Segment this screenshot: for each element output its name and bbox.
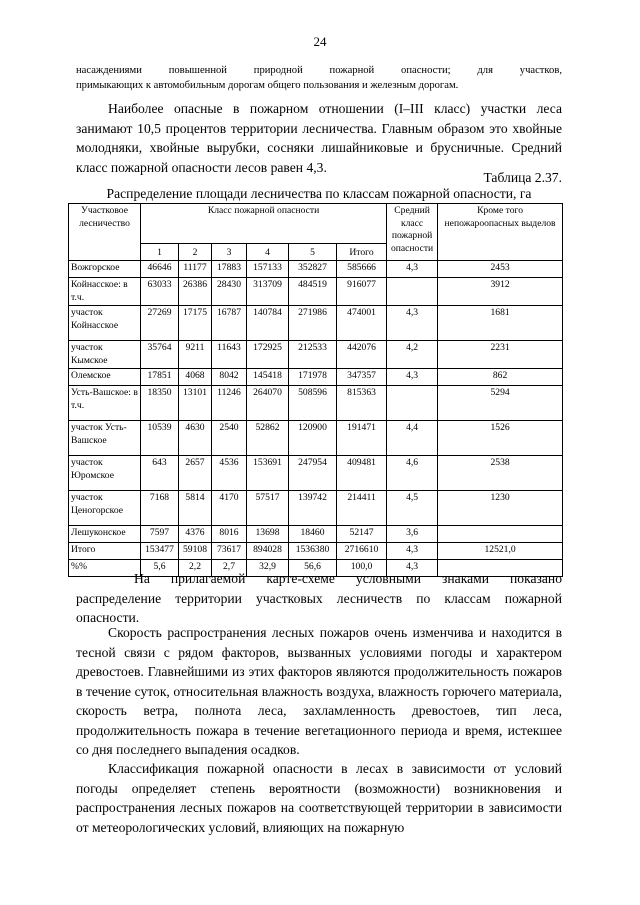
cell-c3: 73617 xyxy=(212,543,247,560)
cell-c5: 56,6 xyxy=(289,560,337,577)
table-row xyxy=(69,261,563,278)
cell-c1: 643 xyxy=(141,456,179,491)
cell-c4: 145418 xyxy=(247,369,289,386)
cell-total: 585666 xyxy=(337,261,387,278)
paragraph-4-text: Классификация пожарной опасности в лесах в зависимости от условий погоды определяет степень вероятности (возможности) возникновения и распространения лесных пожаров на соответствующей территории в зависимости от метеорологических условий, влияющих на пожарную xyxy=(76,761,562,835)
intro-text-line-2: примыкающих к автомобильным дорогам общего пользования и железным дорогам. xyxy=(76,80,459,91)
cell-c3: 11246 xyxy=(212,386,247,421)
table-row xyxy=(69,386,563,421)
cell-c3: 17883 xyxy=(212,261,247,278)
cell-extra: 3912 xyxy=(438,278,563,306)
paragraph-1-text: Наиболее опасные в пожарном отношении (I–III класс) участки леса занимают 10,5 процентов территории лесничества. Главным образом это хвойные молодняки, хвойные вырубки, сосняки лишайниковые и брусничные. Средний класс пожарной опасности лесов равен 4,3. xyxy=(76,101,562,175)
paragraph-3-text: Скорость распространения лесных пожаров очень изменчива и находится в тесной связи с рядом факторов, вызванных условиями погоды и характером древостоев. Главнейшими из этих факторов являются продолжительность пожаров в течение суток, относительная влажность воздуха, влажность горючего материала, скорость ветра, полнота леса, захламленность древостоев, тип леса, продолжительность пожара в течение вегетационного периода и время, истекшее со дня последнего выпадения осадков. xyxy=(76,625,562,757)
header-extra: Кроме того непожароопасных выделов xyxy=(438,204,563,261)
cell-c2: 2657 xyxy=(179,456,212,491)
cell-name: Итого xyxy=(69,543,141,560)
cell-c3: 8016 xyxy=(212,526,247,543)
cell-c5: 484519 xyxy=(289,278,337,306)
cell-c2: 11177 xyxy=(179,261,212,278)
cell-c5: 120900 xyxy=(289,421,337,456)
cell-c2: 5814 xyxy=(179,491,212,526)
paragraph-map xyxy=(76,569,562,628)
cell-total: 191471 xyxy=(337,421,387,456)
cell-avg: 4,6 xyxy=(387,456,438,491)
cell-c1: 17851 xyxy=(141,369,179,386)
cell-extra: 5294 xyxy=(438,386,563,421)
table-title: Распределение площади лесничества по классам пожарной опасности, га xyxy=(106,186,532,201)
cell-c4: 57517 xyxy=(247,491,289,526)
cell-c4: 172925 xyxy=(247,341,289,369)
cell-name: участок Койнасское xyxy=(69,306,141,341)
cell-name: Олемское xyxy=(69,369,141,386)
subheader-5: 5 xyxy=(289,244,337,261)
table-caption: Таблица 2.37. xyxy=(483,170,562,185)
cell-total: 409481 xyxy=(337,456,387,491)
cell-name: %% xyxy=(69,560,141,577)
cell-avg: 4,4 xyxy=(387,421,438,456)
paragraph-fire-speed xyxy=(76,623,562,760)
cell-avg: 3,6 xyxy=(387,526,438,543)
cell-extra: 862 xyxy=(438,369,563,386)
cell-c5: 171978 xyxy=(289,369,337,386)
cell-c2: 2,2 xyxy=(179,560,212,577)
cell-extra: 2231 xyxy=(438,341,563,369)
subheader-2: 2 xyxy=(179,244,212,261)
cell-c1: 18350 xyxy=(141,386,179,421)
table-row xyxy=(69,341,563,369)
cell-c4: 157133 xyxy=(247,261,289,278)
header-avg-class: Средний класс пожарной опасности xyxy=(387,204,438,261)
cell-c2: 13101 xyxy=(179,386,212,421)
cell-c4: 13698 xyxy=(247,526,289,543)
cell-c5: 18460 xyxy=(289,526,337,543)
cell-c1: 10539 xyxy=(141,421,179,456)
cell-total: 347357 xyxy=(337,369,387,386)
cell-avg: 4,3 xyxy=(387,261,438,278)
cell-name: участок Кымское xyxy=(69,341,141,369)
cell-avg: 4,3 xyxy=(387,306,438,341)
cell-name: участок Юромское xyxy=(69,456,141,491)
cell-c5: 139742 xyxy=(289,491,337,526)
cell-c1: 35764 xyxy=(141,341,179,369)
cell-avg: 4,3 xyxy=(387,560,438,577)
cell-c5: 352827 xyxy=(289,261,337,278)
cell-total: 52147 xyxy=(337,526,387,543)
subheader-total: Итого xyxy=(337,244,387,261)
cell-c1: 7597 xyxy=(141,526,179,543)
paragraph-fire-danger-areas xyxy=(76,99,562,177)
table-row xyxy=(69,369,563,386)
cell-c1: 7168 xyxy=(141,491,179,526)
cell-extra: 1526 xyxy=(438,421,563,456)
cell-c4: 313709 xyxy=(247,278,289,306)
cell-c5: 1536380 xyxy=(289,543,337,560)
table-row xyxy=(69,526,563,543)
table-row xyxy=(69,306,563,341)
cell-name: Койнасское: в т.ч. xyxy=(69,278,141,306)
table-body xyxy=(69,261,563,577)
cell-c3: 4536 xyxy=(212,456,247,491)
table-row xyxy=(69,543,563,560)
cell-c2: 4068 xyxy=(179,369,212,386)
cell-c2: 4376 xyxy=(179,526,212,543)
cell-c5: 247954 xyxy=(289,456,337,491)
header-forestry: Участковое лесничество xyxy=(69,204,141,261)
cell-c2: 59108 xyxy=(179,543,212,560)
cell-c3: 16787 xyxy=(212,306,247,341)
cell-c3: 11643 xyxy=(212,341,247,369)
cell-c3: 4170 xyxy=(212,491,247,526)
cell-c4: 894028 xyxy=(247,543,289,560)
cell-name: участок Усть-Вашское xyxy=(69,421,141,456)
cell-total: 442076 xyxy=(337,341,387,369)
cell-c1: 5,6 xyxy=(141,560,179,577)
table-row xyxy=(69,456,563,491)
paragraph-2-text: На прилагаемой карте-схеме условными знаками показано распределение территории участковых лесничеств по классам пожарной опасности. xyxy=(76,571,562,625)
cell-c5: 508596 xyxy=(289,386,337,421)
cell-name: Вожгорское xyxy=(69,261,141,278)
table-row xyxy=(69,491,563,526)
cell-c3: 28430 xyxy=(212,278,247,306)
cell-avg: 4,3 xyxy=(387,369,438,386)
cell-extra: 2538 xyxy=(438,456,563,491)
cell-extra: 2453 xyxy=(438,261,563,278)
cell-extra: 1230 xyxy=(438,491,563,526)
cell-name: участок Ценогорское xyxy=(69,491,141,526)
cell-extra: 12521,0 xyxy=(438,543,563,560)
cell-extra xyxy=(438,526,563,543)
cell-avg: 4,3 xyxy=(387,543,438,560)
cell-c4: 264070 xyxy=(247,386,289,421)
cell-c1: 63033 xyxy=(141,278,179,306)
header-class: Класс пожарной опасности xyxy=(141,204,387,244)
cell-avg: 4,5 xyxy=(387,491,438,526)
cell-c2: 9211 xyxy=(179,341,212,369)
cell-c5: 271986 xyxy=(289,306,337,341)
paragraph-classification xyxy=(76,759,562,837)
cell-c1: 27269 xyxy=(141,306,179,341)
cell-name: Усть-Вашское: в т.ч. xyxy=(69,386,141,421)
cell-total: 2716610 xyxy=(337,543,387,560)
cell-avg xyxy=(387,278,438,306)
fire-danger-table xyxy=(68,203,563,577)
table-row xyxy=(69,278,563,306)
cell-c5: 212533 xyxy=(289,341,337,369)
cell-name: Лешуконское xyxy=(69,526,141,543)
page-number: 24 xyxy=(313,34,327,49)
cell-total: 815363 xyxy=(337,386,387,421)
table-row xyxy=(69,421,563,456)
cell-total: 474001 xyxy=(337,306,387,341)
cell-c1: 153477 xyxy=(141,543,179,560)
cell-c2: 26386 xyxy=(179,278,212,306)
cell-c4: 153691 xyxy=(247,456,289,491)
cell-total: 214411 xyxy=(337,491,387,526)
cell-avg xyxy=(387,386,438,421)
cell-c2: 4630 xyxy=(179,421,212,456)
cell-avg: 4,2 xyxy=(387,341,438,369)
cell-extra: 1681 xyxy=(438,306,563,341)
cell-c3: 2540 xyxy=(212,421,247,456)
cell-c1: 46646 xyxy=(141,261,179,278)
intro-text-line-1: насаждениями повышенной природной пожарной опасности; для участков, xyxy=(76,65,562,76)
cell-c4: 32,9 xyxy=(247,560,289,577)
cell-c2: 17175 xyxy=(179,306,212,341)
subheader-3: 3 xyxy=(212,244,247,261)
subheader-1: 1 xyxy=(141,244,179,261)
cell-total: 100,0 xyxy=(337,560,387,577)
cell-c4: 140784 xyxy=(247,306,289,341)
subheader-4: 4 xyxy=(247,244,289,261)
cell-c3: 8042 xyxy=(212,369,247,386)
cell-c4: 52862 xyxy=(247,421,289,456)
cell-total: 916077 xyxy=(337,278,387,306)
cell-c3: 2,7 xyxy=(212,560,247,577)
